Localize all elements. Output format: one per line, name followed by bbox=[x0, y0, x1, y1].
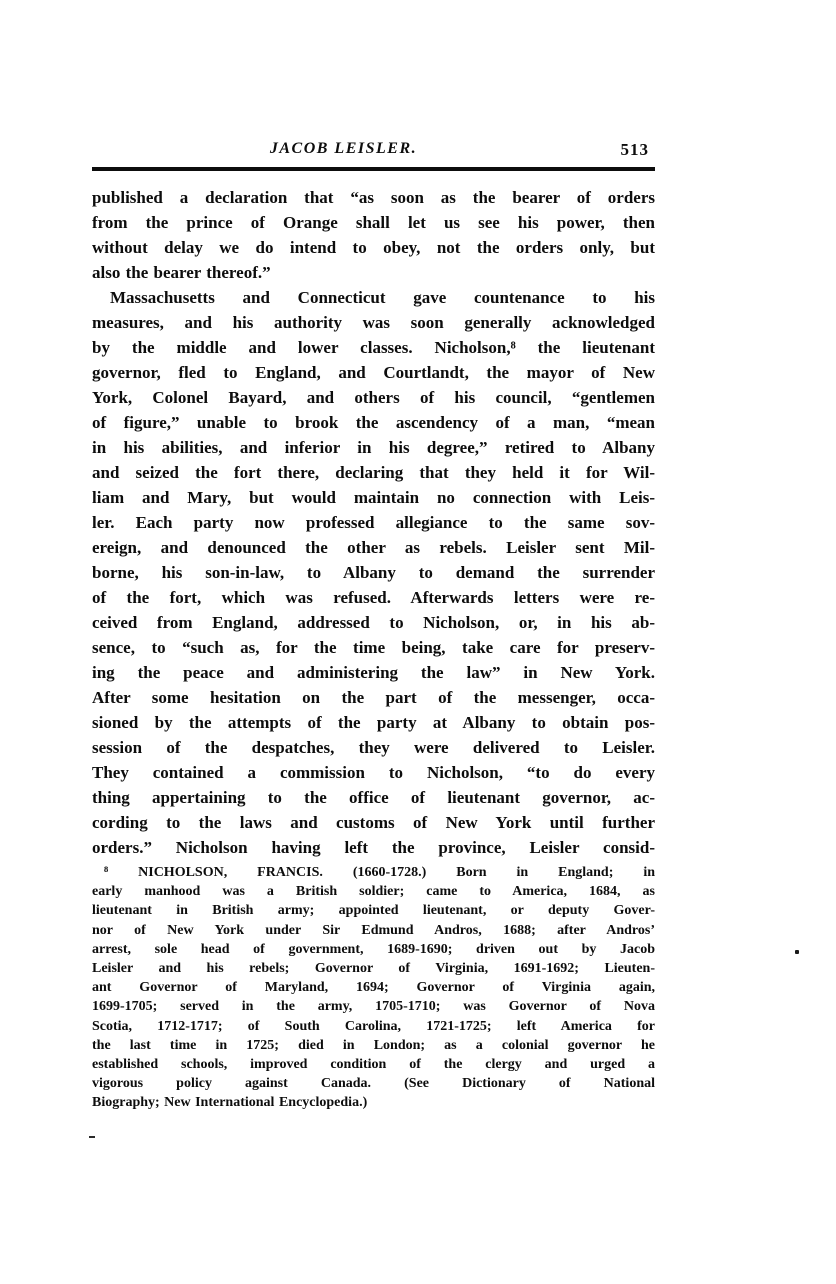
text-line: Biography; New International Encyclopedia.) bbox=[92, 1095, 368, 1111]
text-line: lieutenant in British army; appointed lieutenant, or deputy Gover- bbox=[92, 903, 655, 919]
text-line: measures, and his authority was soon generally acknowledged bbox=[92, 313, 655, 332]
stray-ink-dot bbox=[795, 950, 799, 954]
text-line: Scotia, 1712-1717; of South Carolina, 1721-1725; left America for bbox=[92, 1018, 655, 1034]
text-line: of the fort, which was refused. Afterwards letters were re- bbox=[92, 588, 655, 607]
text-line: After some hesitation on the part of the messenger, occa- bbox=[92, 688, 655, 707]
text-line: of figure,” unable to brook the ascendency of a man, “mean bbox=[92, 413, 655, 432]
text-line: ⁸ NICHOLSON, FRANCIS. (1660-1728.) Born in England; in bbox=[104, 865, 655, 880]
page-header bbox=[92, 140, 655, 166]
text-line: and seized the fort there, declaring that they held it for Wil- bbox=[92, 463, 655, 482]
text-line: Leisler and his rebels; Governor of Virginia, 1691-1692; Lieuten- bbox=[92, 960, 655, 976]
text-line: ceived from England, addressed to Nicholson, or, in his ab- bbox=[92, 613, 655, 632]
text-line: cording to the laws and customs of New York until further bbox=[92, 813, 655, 832]
text-line: ant Governor of Maryland, 1694; Governor of Virginia again, bbox=[92, 980, 655, 996]
text-line: borne, his son-in-law, to Albany to demand the surrender bbox=[92, 563, 655, 582]
footnote-block bbox=[92, 863, 655, 1112]
text-line: York, Colonel Bayard, and others of his council, “gentlemen bbox=[92, 388, 655, 407]
text-line: ler. Each party now professed allegiance to the same sov- bbox=[92, 513, 655, 532]
text-line: early manhood was a British soldier; came to America, 1684, as bbox=[92, 884, 655, 900]
text-line: arrest, sole head of government, 1689-1690; driven out by Jacob bbox=[92, 941, 655, 957]
text-line: ereign, and denounced the other as rebels. Leisler sent Mil- bbox=[92, 538, 655, 557]
text-line: thing appertaining to the office of lieutenant governor, ac- bbox=[92, 788, 655, 807]
text-line: Massachusetts and Connecticut gave countenance to his bbox=[110, 288, 655, 307]
body-text-block bbox=[92, 185, 655, 860]
text-line: published a declaration that “as soon as the bearer of orders bbox=[92, 188, 655, 207]
text-line: vigorous policy against Canada. (See Dictionary of National bbox=[92, 1076, 655, 1092]
text-line: ing the peace and administering the law” in New York. bbox=[92, 663, 655, 682]
text-line: sence, to “such as, for the time being, take care for preserv- bbox=[92, 638, 655, 657]
text-line: established schools, improved condition of the clergy and urged a bbox=[92, 1056, 655, 1072]
text-line: by the middle and lower classes. Nicholson,⁸ the lieutenant bbox=[92, 338, 655, 357]
running-head-title: JACOB LEISLER. bbox=[269, 140, 418, 157]
text-line: from the prince of Orange shall let us see his power, then bbox=[92, 213, 655, 232]
header-rule-thick bbox=[92, 167, 655, 170]
text-line: the last time in 1725; died in London; as a colonial governor he bbox=[92, 1037, 655, 1053]
text-line: also the bearer thereof.” bbox=[92, 263, 271, 282]
stray-ink-dash bbox=[89, 1136, 95, 1138]
text-line: session of the despatches, they were delivered to Leisler. bbox=[92, 738, 655, 757]
text-line: governor, fled to England, and Courtlandt, the mayor of New bbox=[92, 363, 655, 382]
text-line: sioned by the attempts of the party at Albany to obtain pos- bbox=[92, 713, 655, 732]
text-line: in his abilities, and inferior in his degree,” retired to Albany bbox=[92, 438, 655, 457]
text-line: without delay we do intend to obey, not the orders only, but bbox=[92, 238, 655, 257]
text-line: liam and Mary, but would maintain no connection with Leis- bbox=[92, 488, 655, 507]
page-number: 513 bbox=[620, 140, 649, 159]
text-line: orders.” Nicholson having left the province, Leisler consid- bbox=[92, 838, 655, 857]
text-line: They contained a commission to Nicholson, “to do every bbox=[92, 763, 655, 782]
text-line: nor of New York under Sir Edmund Andros, 1688; after Andros’ bbox=[92, 922, 655, 938]
text-line: 1699-1705; served in the army, 1705-1710; was Governor of Nova bbox=[92, 999, 655, 1015]
header-rule bbox=[92, 167, 655, 171]
